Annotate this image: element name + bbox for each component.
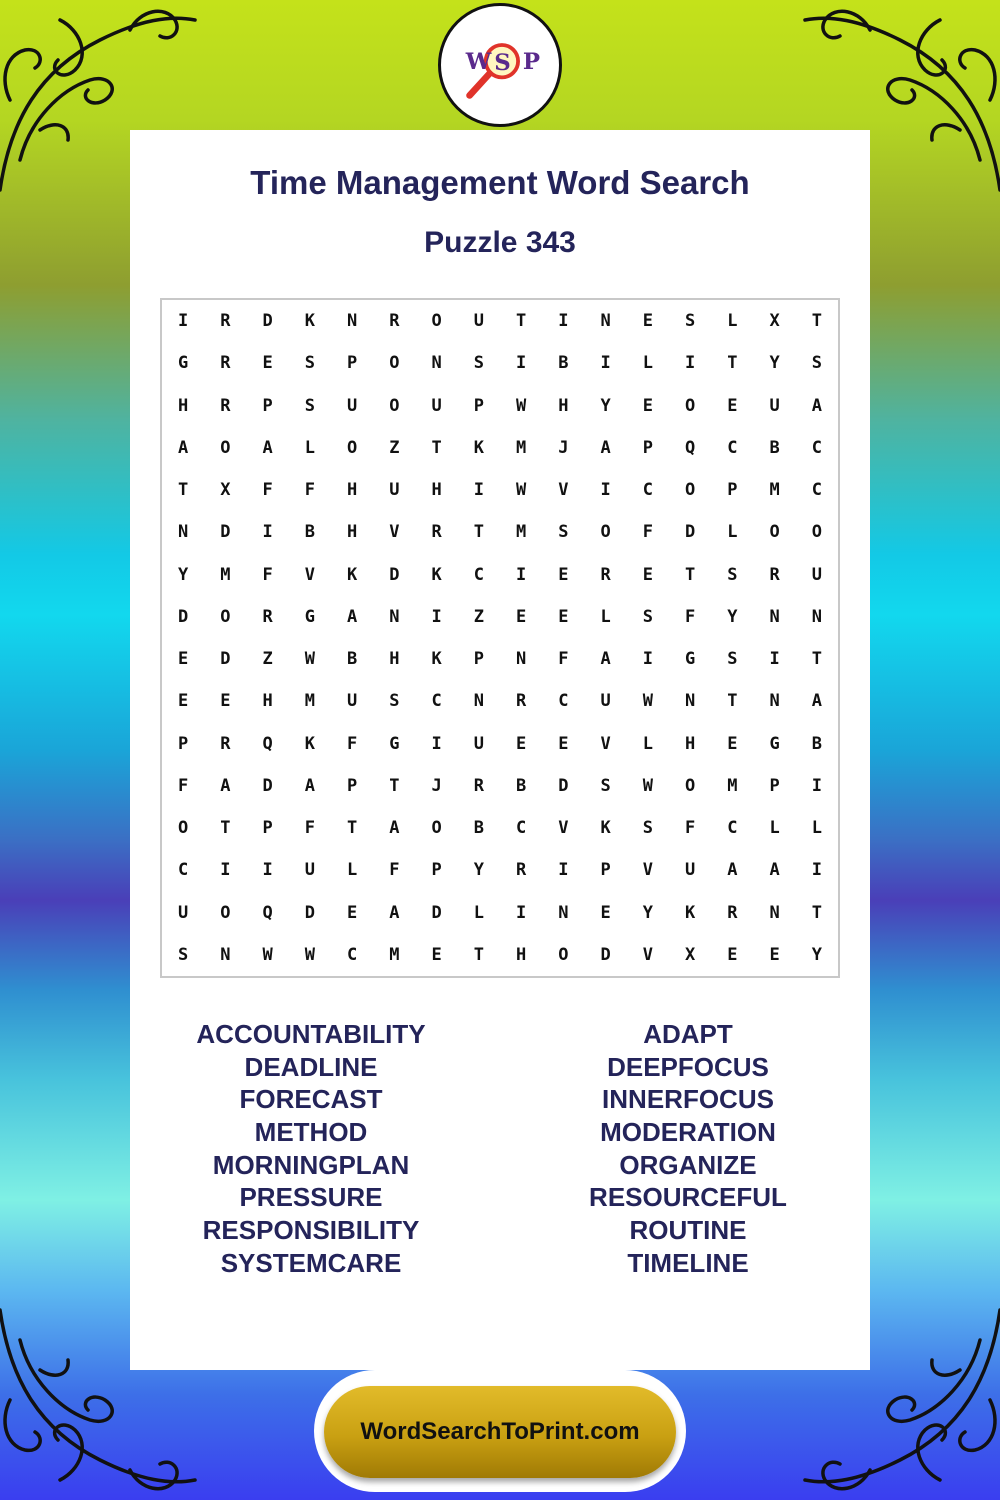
grid-cell[interactable]: T [727, 353, 738, 374]
grid-cell[interactable]: U [347, 395, 358, 416]
word-list-item: METHOD [254, 1117, 368, 1148]
grid-cell[interactable]: T [727, 691, 738, 712]
grid-cell[interactable]: O [600, 522, 611, 543]
word-list-right [503, 1018, 873, 1280]
grid-cell[interactable]: A [811, 395, 822, 416]
grid-cell[interactable]: E [642, 564, 653, 585]
grid-cell[interactable]: B [347, 649, 358, 670]
grid-cell[interactable]: S [304, 395, 315, 416]
wsp-logo[interactable] [438, 3, 562, 127]
grid-cell[interactable]: A [389, 902, 400, 923]
grid-cell[interactable]: U [600, 691, 611, 712]
grid-cell[interactable]: R [220, 353, 231, 374]
grid-cell[interactable]: L [304, 437, 315, 458]
word-list-item: RESPONSIBILITY [202, 1215, 420, 1246]
grid-cell[interactable]: R [727, 902, 738, 923]
grid-cell[interactable]: A [727, 860, 738, 881]
grid-cell[interactable]: S [178, 944, 189, 965]
grid-cell[interactable]: N [769, 606, 780, 627]
grid-cell[interactable]: A [389, 818, 400, 839]
grid-cell[interactable]: U [811, 564, 822, 585]
grid-cell[interactable]: V [558, 818, 569, 839]
grid-cell[interactable]: I [600, 353, 611, 374]
grid-cell[interactable]: R [220, 395, 231, 416]
word-list-item: SYSTEMCARE [220, 1247, 402, 1278]
grid-cell[interactable]: V [642, 860, 653, 881]
grid-cell[interactable]: W [642, 691, 653, 712]
grid-cell[interactable]: A [769, 860, 780, 881]
grid-cell[interactable]: V [304, 564, 315, 585]
grid-cell[interactable]: I [220, 860, 231, 881]
grid-cell[interactable]: E [516, 733, 527, 754]
puzzle-card [130, 130, 870, 1370]
page-title: Time Management Word Search [250, 164, 750, 201]
grid-cell[interactable]: A [220, 775, 231, 796]
grid-cell[interactable]: V [389, 522, 400, 543]
grid-cell[interactable]: D [178, 606, 189, 627]
grid-cell[interactable]: F [685, 606, 696, 627]
grid-cell[interactable]: H [558, 395, 569, 416]
grid-cell[interactable]: A [811, 691, 822, 712]
grid-cell[interactable]: S [389, 691, 400, 712]
grid-cell[interactable]: V [642, 944, 653, 965]
grid-cell[interactable]: M [769, 480, 780, 501]
grid-cell[interactable]: C [431, 691, 442, 712]
grid-cell[interactable]: T [811, 649, 822, 670]
grid-cell[interactable]: J [431, 775, 442, 796]
grid-cell[interactable]: A [304, 775, 315, 796]
grid-cell[interactable]: K [685, 902, 696, 923]
grid-cell[interactable]: K [347, 564, 358, 585]
grid-cell[interactable]: G [178, 353, 189, 374]
grid-cell[interactable]: I [600, 480, 611, 501]
grid-cell[interactable]: N [347, 311, 358, 332]
grid-cell[interactable]: G [769, 733, 780, 754]
grid-cell[interactable]: C [558, 691, 569, 712]
grid-cell[interactable]: E [178, 691, 189, 712]
word-list-item: PRESSURE [239, 1182, 383, 1213]
grid-cell[interactable]: F [304, 480, 315, 501]
grid-cell[interactable]: F [178, 775, 189, 796]
grid-cell[interactable]: R [769, 564, 780, 585]
grid-cell[interactable]: K [304, 311, 315, 332]
grid-cell[interactable]: M [516, 437, 527, 458]
grid-cell[interactable]: U [685, 860, 696, 881]
grid-cell[interactable]: O [685, 395, 696, 416]
grid-cell[interactable]: A [178, 437, 189, 458]
grid-cell[interactable]: P [769, 775, 780, 796]
grid-cell[interactable]: P [431, 860, 442, 881]
grid-cell[interactable]: M [516, 522, 527, 543]
grid-cell[interactable]: P [642, 437, 653, 458]
logo-letter-p: P [522, 48, 541, 75]
grid-cell[interactable]: I [473, 480, 484, 501]
grid-cell[interactable]: K [431, 564, 442, 585]
grid-cell[interactable]: L [642, 733, 653, 754]
grid-cell[interactable]: E [262, 353, 273, 374]
grid-cell[interactable]: N [431, 353, 442, 374]
grid-cell[interactable]: F [262, 480, 273, 501]
grid-cell[interactable]: C [811, 437, 822, 458]
grid-cell[interactable]: S [473, 353, 484, 374]
grid-cell[interactable]: N [811, 606, 822, 627]
grid-cell[interactable]: Z [473, 606, 484, 627]
grid-cell[interactable]: M [727, 775, 738, 796]
grid-cell[interactable]: A [347, 606, 358, 627]
grid-cell[interactable]: S [304, 353, 315, 374]
grid-cell[interactable]: O [685, 480, 696, 501]
grid-cell[interactable]: R [516, 691, 527, 712]
grid-cell[interactable]: W [304, 944, 315, 965]
grid-cell[interactable]: I [516, 353, 527, 374]
grid-cell[interactable]: O [811, 522, 822, 543]
grid-cell[interactable]: T [220, 818, 231, 839]
grid-cell[interactable]: D [304, 902, 315, 923]
grid-cell[interactable]: E [642, 395, 653, 416]
grid-cell[interactable]: T [811, 311, 822, 332]
grid-cell[interactable]: A [600, 649, 611, 670]
grid-cell[interactable]: Y [811, 944, 822, 965]
grid-cell[interactable]: O [220, 437, 231, 458]
grid-cell[interactable]: F [558, 649, 569, 670]
grid-cell[interactable]: O [178, 818, 189, 839]
grid-cell[interactable]: D [685, 522, 696, 543]
word-list-item: DEADLINE [244, 1051, 378, 1082]
grid-cell[interactable]: Y [178, 564, 189, 585]
grid-cell[interactable]: F [389, 860, 400, 881]
grid-cell[interactable]: E [220, 691, 231, 712]
grid-cell[interactable]: E [600, 902, 611, 923]
grid-cell[interactable]: I [516, 902, 527, 923]
grid-cell[interactable]: B [516, 775, 527, 796]
grid-cell[interactable]: H [347, 480, 358, 501]
grid-cell[interactable]: L [600, 606, 611, 627]
grid-cell[interactable]: F [642, 522, 653, 543]
grid-cell[interactable]: E [558, 606, 569, 627]
grid-cell[interactable]: R [431, 522, 442, 543]
grid-cell[interactable]: N [389, 606, 400, 627]
grid-cell[interactable]: M [220, 564, 231, 585]
grid-cell[interactable]: S [811, 353, 822, 374]
grid-cell[interactable]: O [389, 395, 400, 416]
grid-cell[interactable]: D [220, 649, 231, 670]
word-list-item: RESOURCEFUL [589, 1182, 787, 1213]
word-list-item: ACCOUNTABILITY [196, 1019, 426, 1049]
grid-cell[interactable]: I [685, 353, 696, 374]
grid-cell[interactable]: B [811, 733, 822, 754]
grid-cell[interactable]: O [389, 353, 400, 374]
grid-cell[interactable]: C [811, 480, 822, 501]
grid-cell[interactable]: D [220, 522, 231, 543]
grid-cell[interactable]: I [431, 606, 442, 627]
grid-cell[interactable]: I [558, 311, 569, 332]
grid-cell[interactable]: T [685, 564, 696, 585]
grid-cell[interactable]: E [347, 902, 358, 923]
grid-cell[interactable]: L [811, 818, 822, 839]
grid-cell[interactable]: C [347, 944, 358, 965]
grid-cell[interactable]: E [431, 944, 442, 965]
grid-cell[interactable]: I [811, 775, 822, 796]
grid-cell[interactable]: L [727, 522, 738, 543]
grid-cell[interactable]: S [685, 311, 696, 332]
grid-cell[interactable]: N [769, 691, 780, 712]
grid-cell[interactable]: C [727, 437, 738, 458]
grid-cell[interactable]: L [727, 311, 738, 332]
grid-cell[interactable]: N [178, 522, 189, 543]
grid-cell[interactable]: O [220, 902, 231, 923]
grid-cell[interactable]: G [685, 649, 696, 670]
grid-cell[interactable]: P [262, 818, 273, 839]
grid-cell[interactable]: T [389, 775, 400, 796]
grid-cell[interactable]: G [304, 606, 315, 627]
grid-cell[interactable]: Y [642, 902, 653, 923]
grid-cell[interactable]: Z [262, 649, 273, 670]
grid-cell[interactable]: Y [473, 860, 484, 881]
grid-cell[interactable]: N [600, 311, 611, 332]
grid-cell[interactable]: L [347, 860, 358, 881]
grid-cell[interactable]: E [727, 733, 738, 754]
grid-cell[interactable]: R [600, 564, 611, 585]
grid-cell[interactable]: L [473, 902, 484, 923]
puzzle-number: Puzzle 343 [424, 226, 576, 259]
grid-cell[interactable]: X [685, 944, 696, 965]
grid-cell[interactable]: F [685, 818, 696, 839]
grid-cell[interactable]: P [473, 395, 484, 416]
grid-cell[interactable]: P [600, 860, 611, 881]
grid-cell[interactable]: C [178, 860, 189, 881]
grid-cell[interactable]: E [558, 733, 569, 754]
word-list-item: FORECAST [239, 1084, 383, 1115]
word-list-item: ORGANIZE [619, 1149, 757, 1180]
grid-cell[interactable]: U [769, 395, 780, 416]
grid-cell[interactable]: C [516, 818, 527, 839]
grid-cell[interactable]: D [262, 775, 273, 796]
grid-cell[interactable]: T [347, 818, 358, 839]
grid-cell[interactable]: Z [389, 437, 400, 458]
grid-cell[interactable]: D [262, 311, 273, 332]
grid-cell[interactable]: I [178, 311, 189, 332]
grid-cell[interactable]: N [685, 691, 696, 712]
grid-cell[interactable]: M [304, 691, 315, 712]
word-list-item: DEEPFOCUS [607, 1051, 769, 1082]
grid-cell[interactable]: L [642, 353, 653, 374]
grid-cell[interactable]: S [558, 522, 569, 543]
grid-cell[interactable]: T [431, 437, 442, 458]
grid-cell[interactable]: C [642, 480, 653, 501]
grid-cell[interactable]: H [685, 733, 696, 754]
grid-cell[interactable]: D [389, 564, 400, 585]
logo-letter-w: W [465, 48, 492, 75]
grid-cell[interactable]: A [262, 437, 273, 458]
grid-cell[interactable]: O [558, 944, 569, 965]
grid-cell[interactable]: R [262, 606, 273, 627]
grid-cell[interactable]: K [431, 649, 442, 670]
grid-cell[interactable]: E [642, 311, 653, 332]
grid-cell[interactable]: B [304, 522, 315, 543]
grid-cell[interactable]: X [769, 311, 780, 332]
word-list-item: MODERATION [600, 1117, 776, 1148]
grid-cell[interactable]: I [516, 564, 527, 585]
grid-cell[interactable]: S [642, 606, 653, 627]
grid-cell[interactable]: O [685, 775, 696, 796]
grid-cell[interactable]: U [178, 902, 189, 923]
grid-cell[interactable]: H [431, 480, 442, 501]
grid-cell[interactable]: A [600, 437, 611, 458]
grid-cell[interactable]: N [558, 902, 569, 923]
grid-cell[interactable]: O [347, 437, 358, 458]
grid-cell[interactable]: H [347, 522, 358, 543]
grid-cell[interactable]: R [516, 860, 527, 881]
grid-cell[interactable]: E [769, 944, 780, 965]
word-list-left [126, 1018, 496, 1280]
grid-cell[interactable]: I [769, 649, 780, 670]
grid-cell[interactable]: O [769, 522, 780, 543]
grid-cell[interactable]: Y [727, 606, 738, 627]
word-list-item: ADAPT [643, 1019, 733, 1049]
grid-cell[interactable]: P [262, 395, 273, 416]
grid-cell[interactable]: Q [262, 902, 273, 923]
grid-cell[interactable]: R [389, 311, 400, 332]
grid-cell[interactable]: R [220, 733, 231, 754]
grid-cell[interactable]: O [431, 311, 442, 332]
grid-cell[interactable]: N [220, 944, 231, 965]
grid-cell[interactable]: B [473, 818, 484, 839]
grid-cell[interactable]: S [727, 649, 738, 670]
grid-cell[interactable]: I [811, 860, 822, 881]
grid-cell[interactable]: K [304, 733, 315, 754]
grid-cell[interactable]: H [178, 395, 189, 416]
grid-cell[interactable]: M [389, 944, 400, 965]
grid-cell[interactable]: T [811, 902, 822, 923]
grid-cell[interactable]: D [558, 775, 569, 796]
grid-cell[interactable]: C [727, 818, 738, 839]
grid-cell[interactable]: W [516, 480, 527, 501]
grid-cell[interactable]: U [347, 691, 358, 712]
grid-cell[interactable]: J [558, 437, 569, 458]
grid-cell[interactable]: X [220, 480, 231, 501]
grid-cell[interactable]: T [473, 944, 484, 965]
grid-cell[interactable]: E [558, 564, 569, 585]
grid-cell[interactable]: Y [769, 353, 780, 374]
grid-cell[interactable]: I [262, 522, 273, 543]
word-list-item: INNERFOCUS [602, 1084, 774, 1115]
logo-letter-s: S [494, 49, 511, 76]
grid-cell[interactable]: H [262, 691, 273, 712]
grid-cell[interactable]: S [642, 818, 653, 839]
grid-cell[interactable]: H [389, 649, 400, 670]
grid-cell[interactable]: W [304, 649, 315, 670]
site-name: WordSearchToPrint.com [360, 1418, 640, 1445]
grid-cell[interactable]: Q [262, 733, 273, 754]
grid-cell[interactable]: I [558, 860, 569, 881]
grid-cell[interactable]: I [642, 649, 653, 670]
grid-cell[interactable]: V [558, 480, 569, 501]
grid-cell[interactable]: E [178, 649, 189, 670]
grid-cell[interactable]: P [347, 353, 358, 374]
grid-cell[interactable]: K [473, 437, 484, 458]
grid-cell[interactable]: U [473, 733, 484, 754]
grid-cell[interactable]: I [431, 733, 442, 754]
grid-cell[interactable]: F [347, 733, 358, 754]
grid-cell[interactable]: O [431, 818, 442, 839]
grid-cell[interactable]: O [220, 606, 231, 627]
grid-cell[interactable]: L [769, 818, 780, 839]
grid-cell[interactable]: Q [685, 437, 696, 458]
grid-cell[interactable]: I [262, 860, 273, 881]
grid-cell[interactable]: T [516, 311, 527, 332]
grid-cell[interactable]: P [473, 649, 484, 670]
grid-cell[interactable]: K [600, 818, 611, 839]
grid-cell[interactable]: P [347, 775, 358, 796]
grid-cell[interactable]: Y [600, 395, 611, 416]
grid-cell[interactable]: U [431, 395, 442, 416]
site-link-button[interactable] [324, 1386, 676, 1478]
grid-cell[interactable]: V [600, 733, 611, 754]
grid-cell[interactable]: W [642, 775, 653, 796]
grid-cell[interactable]: U [473, 311, 484, 332]
grid-cell[interactable]: H [516, 944, 527, 965]
word-list-item: MORNINGPLAN [212, 1149, 410, 1180]
grid-cell[interactable]: E [727, 944, 738, 965]
grid-cell[interactable]: P [178, 733, 189, 754]
grid-cell[interactable]: T [178, 480, 189, 501]
grid-cell[interactable]: T [473, 522, 484, 543]
grid-cell[interactable]: D [431, 902, 442, 923]
grid-cell[interactable]: R [473, 775, 484, 796]
grid-cell[interactable]: W [262, 944, 273, 965]
grid-cell[interactable]: N [516, 649, 527, 670]
grid-cell[interactable]: R [220, 311, 231, 332]
grid-cell[interactable]: B [769, 437, 780, 458]
grid-cell[interactable]: U [389, 480, 400, 501]
grid-cell[interactable]: E [727, 395, 738, 416]
grid-cell[interactable]: W [516, 395, 527, 416]
grid-cell[interactable]: P [727, 480, 738, 501]
grid-cell[interactable]: N [473, 691, 484, 712]
letter-grid [160, 298, 840, 978]
grid-cell[interactable]: U [304, 860, 315, 881]
word-list-item: TIMELINE [627, 1247, 749, 1278]
grid-cell[interactable]: N [769, 902, 780, 923]
grid-cell[interactable]: D [600, 944, 611, 965]
word-list-item: ROUTINE [629, 1215, 747, 1246]
grid-cell[interactable]: S [600, 775, 611, 796]
grid-cell[interactable]: E [516, 606, 527, 627]
grid-cell[interactable]: G [389, 733, 400, 754]
grid-cell[interactable]: F [304, 818, 315, 839]
grid-cell[interactable]: F [262, 564, 273, 585]
grid-cell[interactable]: C [473, 564, 484, 585]
grid-cell[interactable]: S [727, 564, 738, 585]
grid-cell[interactable]: B [558, 353, 569, 374]
